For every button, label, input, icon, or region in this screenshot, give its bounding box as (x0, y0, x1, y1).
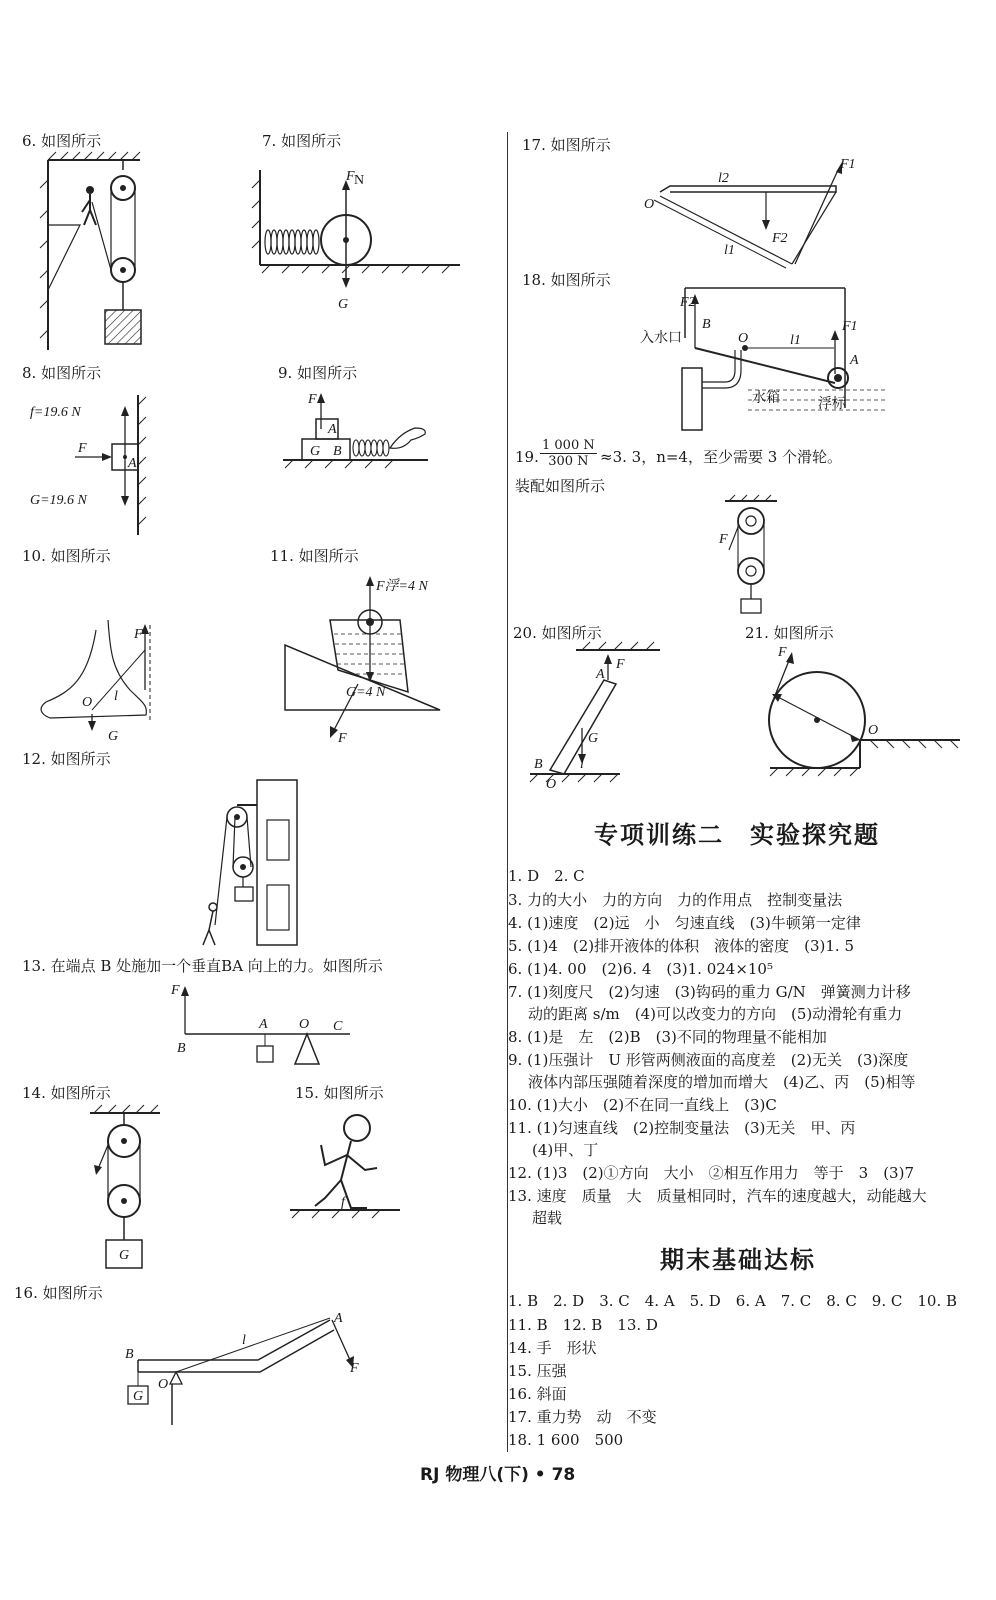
page-footer: RJ 物理八(下) • 78 (420, 1465, 576, 1485)
label-F-q13: F (171, 983, 180, 998)
answer-q17: 17. 如图所示 (522, 136, 611, 154)
label-B-q13: B (177, 1041, 186, 1056)
label-O-q17: O (644, 197, 655, 212)
fraction-numerator: 1 000 N (542, 438, 595, 453)
section2-line-12: 11. (1)匀速直线 (2)控制变量法 (3)无关 甲、丙 (508, 1119, 856, 1137)
label-G-q9: G (310, 444, 321, 459)
figure-q15-walker (285, 1110, 405, 1230)
label-O-q21: O (868, 723, 879, 738)
figure-q19-pulley-block (715, 495, 795, 620)
label-F-q19: F (719, 532, 728, 547)
section3-line-2: 11. B 12. B 13. D (508, 1316, 658, 1334)
answer-q19-assembly: 装配如图所示 (515, 477, 606, 495)
label-O-q18: O (738, 331, 749, 346)
label-l1-q18: l1 (790, 333, 801, 348)
label-l2: l2 (718, 171, 729, 186)
answer-q10: 10. 如图所示 (22, 547, 111, 565)
answer-q15: 15. 如图所示 (295, 1084, 384, 1102)
section2-line-2: 3. 力的大小 力的方向 力的作用点 控制变量法 (508, 891, 843, 909)
label-l-q10: l (114, 689, 118, 704)
column-divider (507, 132, 508, 1452)
label-A-q16: A (334, 1311, 343, 1326)
answer-q6: 6. 如图所示 (22, 132, 102, 150)
answer-q19-fraction (540, 438, 597, 469)
label-l1: l1 (724, 243, 735, 258)
label-G-q14: G (119, 1248, 130, 1263)
section2-line-7: 动的距离 s/m (4)可以改变力的方向 (5)动滑轮有重力 (528, 1005, 903, 1023)
section3-line-4: 15. 压强 (508, 1362, 567, 1380)
label-G-q16: G (133, 1389, 144, 1404)
figure-q18-water-tank (640, 288, 890, 438)
answer-q19-number: 19. (515, 448, 539, 466)
figure-q7-spring-ball (250, 160, 470, 320)
section3-line-7: 18. 1 600 500 (508, 1431, 624, 1449)
answer-q18: 18. 如图所示 (522, 271, 611, 289)
section2-line-9: 9. (1)压强计 U 形管两侧液面的高度差 (2)无关 (3)深度 (508, 1051, 909, 1069)
section2-line-6: 7. (1)刻度尺 (2)匀速 (3)钩码的重力 G/N 弹簧测力计移 (508, 983, 911, 1001)
label-water-inlet: 入水口 (640, 331, 682, 346)
section2-line-14: 12. (1)3 (2)①方向 大小 ②相互作用力 等于 3 (3)7 (508, 1164, 914, 1182)
label-F-q16: F (350, 1361, 359, 1376)
label-fn-sub: N (354, 173, 365, 188)
section3-line-6: 17. 重力势 动 不变 (508, 1408, 657, 1426)
figure-q13-lever (165, 980, 365, 1070)
figure-q12-building-pulley (195, 775, 315, 955)
section2-line-13: (4)甲、丁 (532, 1141, 599, 1159)
label-g: G (338, 297, 349, 312)
answer-q13: 13. 在端点 B 处施加一个垂直BA 向上的力。如图所示 (22, 957, 383, 975)
label-B-q9: B (333, 444, 342, 459)
label-F-q10: F (134, 627, 143, 642)
figure-q8-block-wall (30, 390, 160, 540)
label-F-q8: F (78, 441, 87, 456)
section2-line-8: 8. (1)是 左 (2)B (3)不同的物理量不能相加 (508, 1028, 827, 1046)
label-f-q15: f (341, 1195, 345, 1210)
label-G-eq: G=19.6 N (30, 493, 87, 508)
label-O-q10: O (82, 695, 93, 710)
fraction-denominator: 300 N (548, 454, 589, 469)
label-O-q16: O (158, 1377, 169, 1392)
figure-q20-ladder (520, 640, 670, 790)
label-F1-q18: F1 (842, 319, 858, 334)
section3-title: 期末基础达标 (660, 1246, 816, 1274)
label-f-float: F浮=4 N (376, 579, 428, 594)
figure-q14-pulley (80, 1105, 170, 1275)
answer-q8: 8. 如图所示 (22, 364, 102, 382)
label-A-q18: A (850, 353, 859, 368)
answer-q14: 14. 如图所示 (22, 1084, 111, 1102)
label-A-q8: A (128, 456, 137, 471)
figure-q6-pulley (30, 150, 160, 360)
section2-line-10: 液体内部压强随着深度的增加而增大 (4)乙、丙 (5)相等 (528, 1073, 916, 1091)
section2-line-11: 10. (1)大小 (2)不在同一直线上 (3)C (508, 1096, 777, 1114)
answer-q20: 20. 如图所示 (513, 624, 602, 642)
label-F-q21: F (778, 645, 787, 660)
label-C-q13: C (333, 1019, 343, 1034)
label-B-q18: B (702, 317, 711, 332)
label-fn-q9: F (308, 392, 317, 407)
section2-line-1: 1. D 2. C (508, 867, 585, 885)
section2-line-16: 超载 (532, 1209, 563, 1227)
label-A-q13: A (259, 1017, 268, 1032)
section3-line-1: 1. B 2. D 3. C 4. A 5. D 6. A 7. C 8. C 9. C 10. B (508, 1292, 958, 1310)
label-F-q11: F (338, 731, 347, 746)
figure-q9-blocks (278, 385, 438, 475)
answer-q19-text: ≈3. 3，n=4，至少需要 3 个滑轮。 (600, 448, 843, 466)
figure-q17-lever (640, 150, 870, 270)
label-G-4: G=4 N (346, 685, 386, 700)
figure-q10-foot (30, 610, 170, 750)
label-G-q10: G (108, 729, 119, 744)
label-O-q20: O (546, 777, 557, 792)
label-l-q16: l (242, 1333, 246, 1348)
label-A-q20: A (596, 667, 605, 682)
label-water-tank: 水箱 (752, 391, 780, 406)
section2-line-15: 13. 速度 质量 大 质量相同时，汽车的速度越大，动能越大 (508, 1187, 927, 1205)
label-G-q20: G (588, 731, 599, 746)
label-f-eq: f=19.6 N (30, 405, 81, 420)
label-F2: F2 (772, 231, 788, 246)
figure-q21-wheel-step (760, 640, 970, 790)
label-float: 浮标 (818, 397, 846, 412)
section2-line-5: 6. (1)4. 00 (2)6. 4 (3)1. 024×10⁵ (508, 960, 773, 978)
figure-q16-bent-lever (120, 1300, 380, 1430)
answer-q11: 11. 如图所示 (270, 547, 359, 565)
answer-q12: 12. 如图所示 (22, 750, 111, 768)
section3-line-5: 16. 斜面 (508, 1385, 567, 1403)
label-B-q20: B (534, 757, 543, 772)
answer-q9: 9. 如图所示 (278, 364, 358, 382)
label-A-q9: A (328, 422, 337, 437)
label-F-q20: F (616, 657, 625, 672)
label-fn: F (346, 169, 355, 184)
label-F1: F1 (840, 157, 856, 172)
label-O-q13: O (299, 1017, 310, 1032)
section3-line-3: 14. 手 形状 (508, 1339, 597, 1357)
section2-line-3: 4. (1)速度 (2)远 小 匀速直线 (3)牛顿第一定律 (508, 914, 861, 932)
answer-q7: 7. 如图所示 (262, 132, 342, 150)
section2-line-4: 5. (1)4 (2)排开液体的体积 液体的密度 (3)1. 5 (508, 937, 854, 955)
answer-q16: 16. 如图所示 (14, 1284, 103, 1302)
answer-q21: 21. 如图所示 (745, 624, 834, 642)
figure-q11-incline (280, 570, 480, 750)
label-F2-q18: F2 (680, 295, 696, 310)
label-B-q16: B (125, 1347, 134, 1362)
label-l-q20: l (580, 757, 584, 772)
section2-title: 专项训练二 实验探究题 (594, 821, 880, 849)
